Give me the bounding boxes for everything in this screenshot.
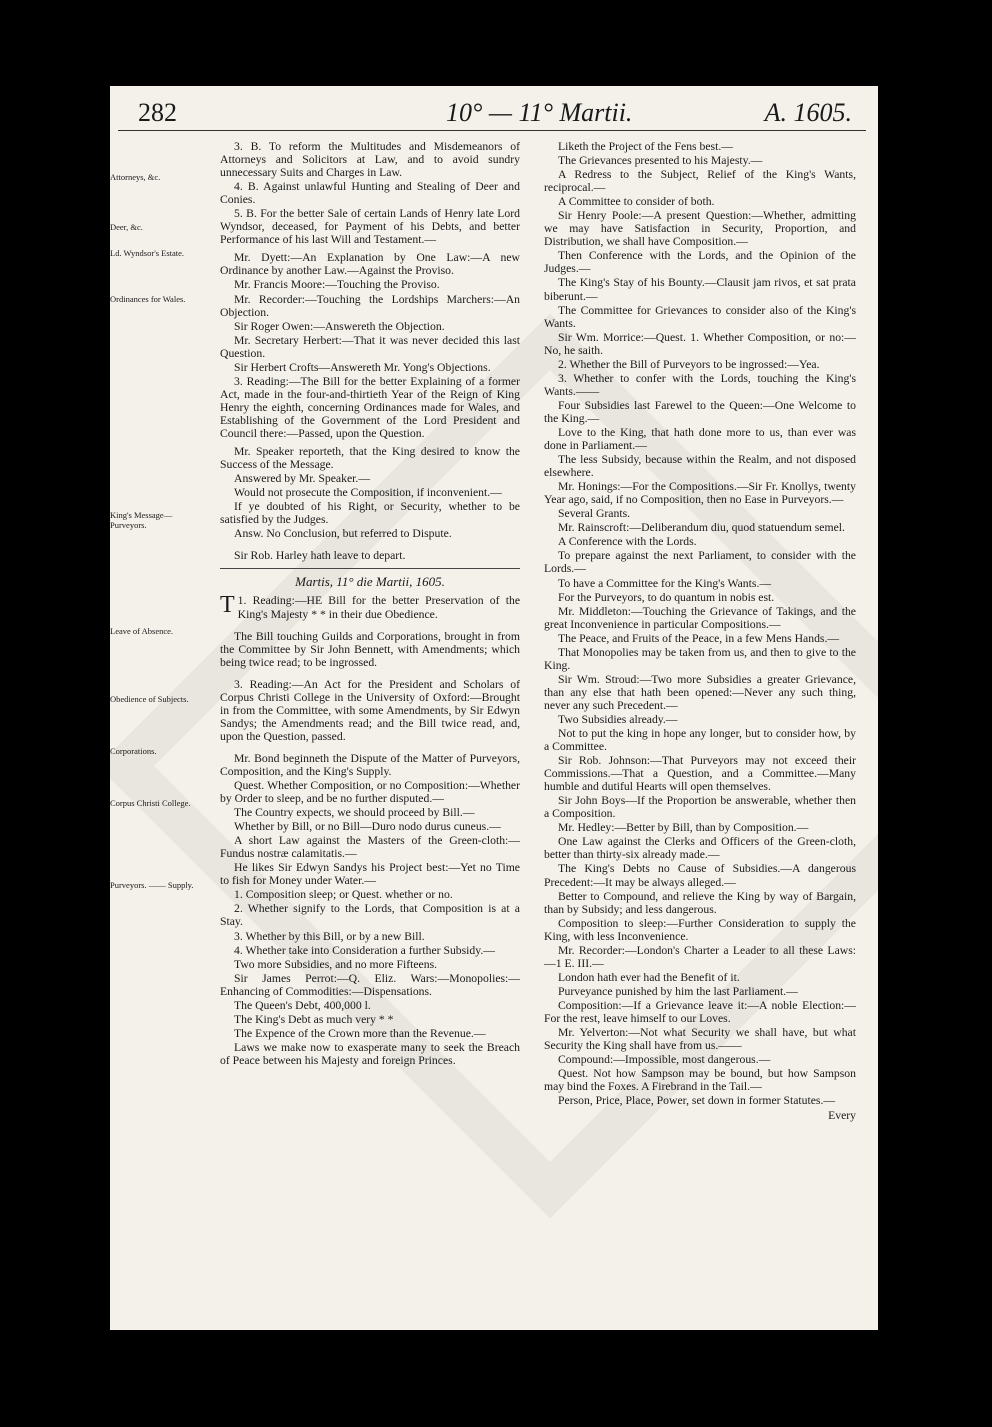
paragraph: Sir Henry Poole:—A present Question:—Whether, admitting we may have Satisfaction in Security, Proportion, and Distribution, we shall have Composition.— bbox=[544, 209, 856, 249]
paragraph: Would not prosecute the Composition, if inconvenient.— bbox=[234, 486, 502, 500]
reading-intro: 1. Reading:— bbox=[237, 594, 307, 608]
paragraph: One Law against the Clerks and Officers of the Green-cloth, better than thirty-six already made.— bbox=[544, 835, 856, 862]
header-year: A. 1605. bbox=[764, 98, 852, 127]
paragraph: Mr. Yelverton:—Not what Security we shall have, but what Security the King shall have from us.—— bbox=[544, 1026, 856, 1053]
section-heading: Martis, 11° die Martii, 1605. bbox=[220, 568, 520, 588]
paragraph: Sir Herbert Crofts—Answereth Mr. Yong's Objections. bbox=[234, 360, 491, 374]
margin-note: Ld. Wyndsor's Estate. bbox=[110, 248, 185, 258]
paragraph: 3. Reading:—An Act for the President and Scholars of Corpus Christi College in the University of Oxford:—Brought in from the Committee, with some Amendments, by Sir Edwyn Sandys; the Amendments read; and the Bill twice read, and, upon the Question, passed. bbox=[220, 677, 520, 743]
paragraph: Sir Rob. Harley hath leave to depart. bbox=[234, 549, 406, 563]
paragraph: The King's Debt as much very * * bbox=[234, 1012, 394, 1026]
paragraph: The Peace, and Fruits of the Peace, in a few Mens Hands.— bbox=[558, 631, 840, 645]
paragraph: That Monopolies may be taken from us, and then to give to the King. bbox=[544, 645, 856, 672]
paragraph: 2. Whether signify to the Lords, that Composition is at a Stay. bbox=[220, 902, 520, 929]
margin-note: Ordinances for Wales. bbox=[110, 294, 186, 304]
page-number: 282 bbox=[138, 98, 177, 127]
paragraph: Sir Wm. Morrice:—Quest. 1. Whether Composition, or no:—No, he saith. bbox=[544, 330, 856, 357]
paragraph: Mr. Dyett:—An Explanation by One Law:—A new Ordinance by another Law.—Against the Proviso. bbox=[220, 251, 520, 278]
paragraph: Composition:—If a Grievance leave it:—A noble Election:—For the rest, leave himself to our Loves. bbox=[544, 998, 856, 1025]
paragraph bbox=[220, 594, 520, 620]
paragraph: Not to put the king in hope any longer, but to consider how, by a Committee. bbox=[544, 727, 856, 754]
paragraph: Mr. Recorder:—Touching the Lordships Marchers:—An Objection. bbox=[220, 292, 520, 319]
paragraph: The Country expects, we should proceed by Bill.— bbox=[234, 806, 475, 820]
margin-note: Leave of Absence. bbox=[110, 626, 174, 636]
paragraph: The Expence of the Crown more than the Revenue.— bbox=[234, 1026, 486, 1040]
margin-note: Deer, &c. bbox=[110, 222, 143, 232]
paragraph: Four Subsidies last Farewel to the Queen:—One Welcome to the King.— bbox=[544, 398, 856, 425]
paragraph: The less Subsidy, because within the Realm, and not disposed elsewhere. bbox=[544, 453, 856, 480]
paragraph: Mr. Bond beginneth the Dispute of the Matter of Purveyors, Composition, and the King's Supply. bbox=[220, 751, 520, 778]
paragraph: Purveyance punished by him the last Parliament.— bbox=[558, 984, 798, 998]
paragraph: To have a Committee for the King's Wants.— bbox=[558, 576, 772, 590]
paragraph: Better to Compound, and relieve the King by way of Bargain, than by Subsidy; and less dangerous. bbox=[544, 889, 856, 916]
paragraph: Mr. Secretary Herbert:—That it was never decided this last Question. bbox=[220, 333, 520, 360]
paragraph: Mr. Francis Moore:—Touching the Proviso. bbox=[234, 278, 440, 292]
paragraph: Mr. Rainscroft:—Deliberandum diu, quod statuendum semel. bbox=[558, 521, 845, 535]
paragraph: 1. Composition sleep; or Quest. whether or no. bbox=[234, 888, 453, 902]
paragraph: 4. B. Against unlawful Hunting and Stealing of Deer and Conies. bbox=[220, 180, 520, 207]
document-page bbox=[110, 86, 878, 1330]
paragraph: For the Purveyors, to do quantum in nobis est. bbox=[558, 590, 775, 604]
paragraph: Sir John Boys—If the Proportion be answerable, whether then a Composition. bbox=[544, 794, 856, 821]
paragraph: London hath ever had the Benefit of it. bbox=[558, 970, 740, 984]
paragraph: 3. Whether by this Bill, or by a new Bill. bbox=[234, 929, 425, 943]
paragraph: Composition to sleep:—Further Consideration to supply the King, with less Inconvenience. bbox=[544, 916, 856, 943]
right-column bbox=[544, 140, 856, 1122]
paragraph: The King's Stay of his Bounty.—Clausit jam rivos, et sat prata biberunt.— bbox=[544, 276, 856, 303]
paragraph: 3. B. To reform the Multitudes and Misdemeanors of Attorneys and Solicitors at Law, and to avoid sundry unnecessary Suits and Charges in Law. bbox=[220, 140, 520, 180]
paragraph: Several Grants. bbox=[558, 507, 631, 521]
header-date: 10° — 11° Martii. bbox=[446, 98, 633, 127]
margin-note: Obedience of Subjects. bbox=[110, 694, 189, 704]
paragraph: A Conference with the Lords. bbox=[558, 535, 697, 549]
paragraph: 2. Whether the Bill of Purveyors to be ingrossed:—Yea. bbox=[558, 357, 820, 371]
paragraph: Quest. Whether Composition, or no Composition:—Whether by Order to sleep, and be no further disputed.— bbox=[220, 779, 520, 806]
paragraph: Person, Price, Place, Power, set down in former Statutes.— bbox=[558, 1094, 836, 1108]
paragraph: Liketh the Project of the Fens best.— bbox=[558, 140, 733, 153]
paragraph: 5. B. For the better Sale of certain Lands of Henry late Lord Wyndsor, deceased, for Payment of his Debts, and better Performance of his last Will and Testament.— bbox=[220, 207, 520, 247]
paragraph: Mr. Honings:—For the Compositions.—Sir Fr. Knollys, twenty Year ago, said, if no Composition, then no Ease in Purveyors.— bbox=[544, 480, 856, 507]
paragraph: A Redress to the Subject, Relief of the King's Wants, reciprocal.— bbox=[544, 168, 856, 195]
left-column bbox=[220, 140, 520, 1068]
paragraph: The Bill touching Guilds and Corporations, brought in from the Committee by Sir John Bennett, with Amendments; which being twice read; to be ingrossed. bbox=[220, 629, 520, 669]
paragraph: The Grievances presented to his Majesty.— bbox=[558, 154, 763, 168]
paragraph: Quest. Not how Sampson may be bound, but how Sampson may bind the Foxes. A Firebrand in the Tail.— bbox=[544, 1067, 856, 1094]
paragraph: 3. Reading:—The Bill for the better Explaining of a former Act, made in the four-and-thirtieth Year of the Reign of King Henry the eighth, concerning Ordinances made for Wales, and Establishing of the Government of the Lord President and Council there:—Passed, upon the Question. bbox=[220, 374, 520, 440]
paragraph: Whether by Bill, or no Bill—Duro nodo durus cuneus.— bbox=[234, 820, 501, 834]
margin-note: Corporations. bbox=[110, 746, 157, 756]
paragraph: The Queen's Debt, 400,000 l. bbox=[234, 998, 371, 1012]
margin-note: Attorneys, &c. bbox=[110, 172, 161, 182]
paragraph: He likes Sir Edwyn Sandys his Project best:—Yet no Time to fish for Money under Water.— bbox=[220, 861, 520, 888]
paragraph: 3. Whether to confer with the Lords, touching the King's Wants.—— bbox=[544, 371, 856, 398]
paragraph: If ye doubted of his Right, or Security, whether to be satisfied by the Judges. bbox=[220, 500, 520, 527]
margin-note: Purveyors. —— Supply. bbox=[110, 880, 194, 890]
paragraph: Sir Rob. Johnson:—That Purveyors may not exceed their Commissions.—That a Question, and a Committee.—Many humble and dutiful Hearts will open themselves. bbox=[544, 754, 856, 794]
paragraph: Mr. Speaker reporteth, that the King desired to know the Success of the Message. bbox=[220, 445, 520, 472]
paragraph: The King's Debts no Cause of Subsidies.—A dangerous Precedent:—It may be always alleged.— bbox=[544, 862, 856, 889]
paragraph: Mr. Middleton:—Touching the Grievance of Takings, and the great Inconvenience in particular Compositions.— bbox=[544, 604, 856, 631]
header-rule bbox=[118, 130, 866, 131]
paragraph: Then Conference with the Lords, and the Opinion of the Judges.— bbox=[544, 249, 856, 276]
paragraph: Answered by Mr. Speaker.— bbox=[234, 472, 371, 486]
catchword: Every bbox=[828, 1109, 856, 1123]
reading-text: HE Bill for the better Preservation of the King's Majesty * * in their due Obedience. bbox=[237, 594, 521, 621]
paragraph: Answ. No Conclusion, but referred to Dispute. bbox=[234, 527, 452, 541]
paragraph: Two more Subsidies, and no more Fifteens. bbox=[234, 957, 438, 971]
paragraph: Sir James Perrot:—Q. Eliz. Wars:—Monopolies:—Enhancing of Commodities:—Dispensations. bbox=[220, 971, 520, 998]
paragraph: To prepare against the next Parliament, to consider with the Lords.— bbox=[544, 549, 856, 576]
paragraph: Laws we make now to exasperate many to seek the Breach of Peace between his Majesty and foreign Princes. bbox=[220, 1040, 520, 1067]
paragraph: The Committee for Grievances to consider also of the King's Wants. bbox=[544, 303, 856, 330]
drop-cap: T bbox=[220, 592, 235, 619]
paragraph: Mr. Recorder:—London's Charter a Leader to all these Laws:—1 E. III.— bbox=[544, 943, 856, 970]
paragraph: Sir Wm. Stroud:—Two more Subsidies a greater Grievance, than any else that hath been opened:—Never any such thing, never any such Precedent.— bbox=[544, 672, 856, 712]
paragraph: A Committee to consider of both. bbox=[558, 195, 715, 209]
paragraph: Love to the King, that hath done more to us, than ever was done in Parliament.— bbox=[544, 425, 856, 453]
paragraph: Sir Roger Owen:—Answereth the Objection. bbox=[234, 319, 445, 333]
paragraph: 4. Whether take into Consideration a further Subsidy.— bbox=[234, 943, 495, 957]
paragraph: Compound:—Impossible, most dangerous.— bbox=[558, 1053, 771, 1067]
paragraph: Two Subsidies already.— bbox=[558, 712, 678, 726]
paragraph: Mr. Hedley:—Better by Bill, than by Composition.— bbox=[558, 821, 809, 835]
paragraph: A short Law against the Masters of the Green-cloth:—Fundus nostræ calamitatis.— bbox=[220, 834, 520, 861]
margin-note: King's Message— Purveyors. bbox=[110, 510, 173, 530]
margin-note: Corpus Christi College. bbox=[110, 798, 191, 808]
